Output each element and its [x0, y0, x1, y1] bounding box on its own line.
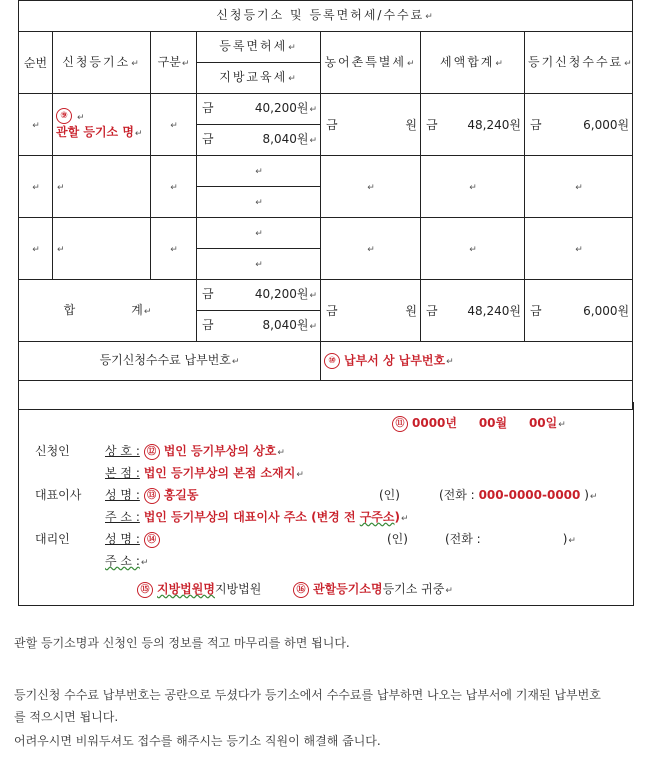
row1-office: ⑨ ↵ 관할 등기소 명↵	[53, 94, 151, 156]
row3-office: ↵	[53, 218, 151, 280]
row3-edu-tax: ↵	[197, 249, 321, 280]
ceo-phone: (전화 : 000-0000-0000 )↵	[439, 488, 598, 502]
row2-reg-tax: ↵	[197, 156, 321, 187]
agent-addr-line: 주 소 :↵	[105, 554, 149, 568]
ceo-label: 대표이사	[35, 488, 82, 502]
applicant-label: 신청인	[35, 444, 70, 458]
row3-total-tax: ↵	[421, 218, 525, 280]
row1-type: ↵	[151, 94, 197, 156]
table-title: 신청등기소 및 등록면허세/수수료↵	[19, 1, 633, 32]
row3-fee: ↵	[525, 218, 633, 280]
applicant-block	[18, 402, 634, 606]
sum-edu-tax: 금 8,040원↵	[197, 311, 321, 342]
agent-name-line: 성 명 : ⑭	[105, 530, 164, 548]
payment-value: ⑩ 납부서 상 납부번호↵	[321, 342, 633, 381]
row1-total-tax: 금 48,240원	[421, 94, 525, 156]
header-type: 구분↵	[151, 32, 197, 94]
row3-reg-tax: ↵	[197, 218, 321, 249]
sum-total-tax: 금 48,240원	[421, 280, 525, 342]
agent-phone: (전화 : )↵	[445, 532, 576, 546]
paragraph-3: 어려우시면 비워두셔도 접수를 해주시는 등기소 직원이 해결해 줍니다.	[14, 734, 381, 748]
row3-type: ↵	[151, 218, 197, 280]
sum-rural-tax: 금 원	[321, 280, 421, 342]
row2-total-tax: ↵	[421, 156, 525, 218]
payment-label: 등기신청수수료 납부번호↵	[19, 342, 321, 381]
header-reg-tax: 등록면허세↵	[197, 32, 321, 63]
sum-reg-tax: 금 40,200원↵	[197, 280, 321, 311]
header-fee: 등기신청수수료↵	[525, 32, 633, 94]
row1-reg-tax: 금 40,200원↵	[197, 94, 321, 125]
sum-fee: 금 6,000원	[525, 280, 633, 342]
paragraph-2b: 를 적으시면 됩니다.	[14, 710, 119, 724]
header-edu-tax: 지방교육세↵	[197, 63, 321, 94]
paragraph-2a: 등기신청 수수료 납부번호는 공란으로 두셨다가 등기소에서 수수료를 납부하면 나오는 납부서에 기재된 납부번호	[14, 688, 601, 702]
ceo-seal: (인)	[379, 488, 400, 502]
fee-table-wrapper	[18, 0, 632, 410]
recipient-line: ⑮ 지방법원명지방법원 ⑯ 관할등기소명등기소 귀중↵	[137, 580, 453, 598]
row1-edu-tax: 금 8,040원↵	[197, 125, 321, 156]
row2-type: ↵	[151, 156, 197, 218]
agent-seal: (인)	[387, 532, 408, 546]
header-rural-tax: 농어촌특별세↵	[321, 32, 421, 94]
row1-fee: 금 6,000원	[525, 94, 633, 156]
header-office: 신청등기소↵	[53, 32, 151, 94]
paragraph-1: 관할 등기소명과 신청인 등의 정보를 적고 마무리를 하면 됩니다.	[14, 636, 350, 650]
fee-table	[18, 0, 633, 410]
date-line: ⑪ 0000년 00월 00일↵	[392, 414, 566, 432]
header-no: 순번	[19, 32, 53, 94]
row1-no: ↵	[19, 94, 53, 156]
row3-no: ↵	[19, 218, 53, 280]
row2-no: ↵	[19, 156, 53, 218]
row2-rural-tax: ↵	[321, 156, 421, 218]
hq-line: 본 점 : 법인 등기부상의 본점 소재지↵	[105, 466, 304, 480]
row3-rural-tax: ↵	[321, 218, 421, 280]
trade-line: 상 호 : ⑫ 법인 등기부상의 상호↵	[105, 444, 285, 458]
ceo-addr-line: 주 소 : 법인 등기부상의 대표이사 주소 (변경 전 구주소)↵	[105, 510, 409, 524]
header-total-tax: 세액합계↵	[421, 32, 525, 94]
row2-edu-tax: ↵	[197, 187, 321, 218]
row2-office: ↵	[53, 156, 151, 218]
ceo-name-line: 성 명 : ⑬ 홍길동	[105, 488, 199, 502]
sum-label: 합 계↵	[19, 280, 197, 342]
row1-rural-tax: 금 원	[321, 94, 421, 156]
agent-label: 대리인	[35, 532, 70, 546]
row2-fee: ↵	[525, 156, 633, 218]
